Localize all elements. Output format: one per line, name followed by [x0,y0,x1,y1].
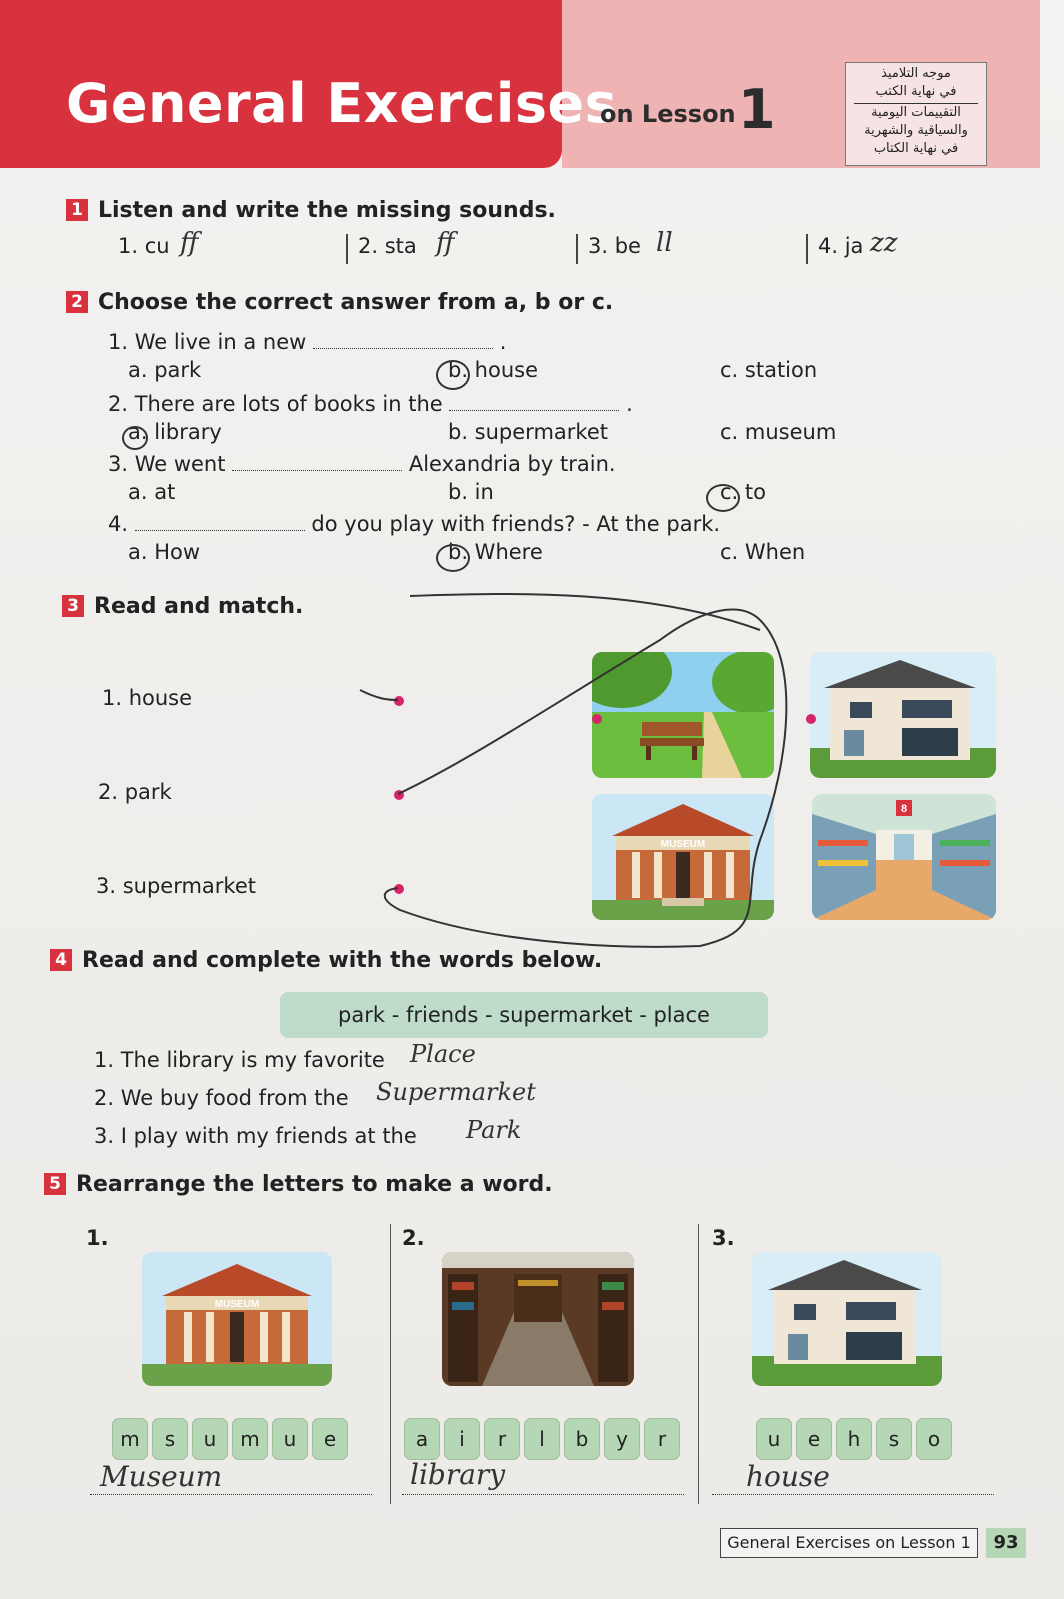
footer-label: General Exercises on Lesson 1 [720,1528,978,1558]
ex2-title: Choose the correct answer from a, b or c. [98,290,614,315]
ex2-q1-option-b[interactable]: b. house [448,358,539,382]
ex1-badge: 1 [66,199,88,221]
letter-tile[interactable]: i [444,1418,480,1460]
ex2-q4-option-a[interactable]: a. How [128,540,201,564]
letter-tile[interactable]: y [604,1418,640,1460]
ex2-q4-option-b[interactable]: b. Where [448,540,543,564]
header-box-line: والسياقية والشهرية [864,123,968,138]
ex1-answer-2[interactable]: ff [436,228,455,258]
ex4-answer-3[interactable]: Park [466,1116,522,1144]
ex4-sentence-3: 3. I play with my friends at the [94,1124,417,1148]
lesson-number: 1 [738,78,776,141]
ex3-badge: 3 [62,595,84,617]
ex4-title: Read and complete with the words below. [82,948,603,973]
ex2-q4-end: do you play with friends? - At the park. [311,512,721,536]
ex5-group-3-label: 3. [712,1226,735,1250]
letter-tile[interactable]: l [524,1418,560,1460]
museum-sign: MUSEUM [214,1299,260,1310]
ex1-item-2: 2. sta [358,234,417,258]
letter-tile[interactable]: r [484,1418,520,1460]
ex2-q3-option-a[interactable]: a. at [128,480,176,504]
letter-tile[interactable]: m [112,1418,148,1460]
ex5-answer-3[interactable]: house [746,1460,830,1493]
ex2-q1-stem: 1. We live in a new [108,330,307,354]
column-divider [698,1224,699,1504]
library-picture [442,1252,634,1386]
ex2-q2-end: . [626,392,633,416]
letter-tile[interactable]: u [272,1418,308,1460]
ex5-answer-1[interactable]: Museum [100,1460,223,1493]
ex2-q4-stem: 4. [108,512,129,536]
ex1-item-3: 3. be [588,234,641,258]
page-number: 93 [986,1528,1026,1558]
ex1-item-1: 1. cu [118,234,170,258]
letter-tile[interactable]: s [876,1418,912,1460]
page-title: General Exercises [66,72,618,135]
ex4-sentence-1: 1. The library is my favorite [94,1048,385,1072]
ex2-q2-stem: 2. There are lots of books in the [108,392,443,416]
ex2-q3-stem: 3. We went [108,452,226,476]
letter-tile[interactable]: o [916,1418,952,1460]
ex2-q3-end: Alexandria by train. [408,452,616,476]
ex2-q3-option-c[interactable]: c. to [720,480,766,504]
ex1-answer-3[interactable]: ll [656,228,673,258]
match-word-supermarket: 3. supermarket [96,874,257,898]
match-word-park: 2. park [98,780,172,804]
ex5-answer-2[interactable]: library [410,1458,506,1491]
answer-line [402,1494,684,1495]
match-word-house: 1. house [102,686,193,710]
ex1-answer-4[interactable]: zz [870,228,898,258]
ex1-title: Listen and write the missing sounds. [98,198,556,223]
ex1-answer-1[interactable]: ff [180,228,199,258]
ex1-item-4: 4. ja [818,234,864,258]
header-box-line: في نهاية الكتب [875,84,957,99]
header-box-line: موجه التلاميذ [881,66,951,81]
answer-line [90,1494,372,1495]
letter-tile[interactable]: e [312,1418,348,1460]
ex2-q1-option-c[interactable]: c. station [720,358,818,382]
ex4-answer-1[interactable]: Place [410,1040,476,1068]
header-box-line: في نهاية الكتاب [873,141,959,156]
letter-tile[interactable]: h [836,1418,872,1460]
aisle-sign: 8 [900,803,908,815]
ex3-title: Read and match. [94,594,304,619]
ex4-badge: 4 [50,949,72,971]
letter-tile[interactable]: e [796,1418,832,1460]
letter-tile[interactable]: u [192,1418,228,1460]
ex2-q3-option-b[interactable]: b. in [448,480,494,504]
ex2-badge: 2 [66,291,88,313]
museum-sign: MUSEUM [660,839,706,850]
ex2-q4-option-c[interactable]: c. When [720,540,806,564]
ex4-answer-2[interactable]: Supermarket [376,1078,536,1106]
ex2-q1-end: . [499,330,507,354]
letter-tile[interactable]: r [644,1418,680,1460]
ex2-q1-option-a[interactable]: a. park [128,358,202,382]
letter-tile[interactable]: u [756,1418,792,1460]
page-subtitle: on Lesson [600,100,736,128]
letter-tile[interactable]: s [152,1418,188,1460]
ex5-badge: 5 [44,1173,66,1195]
ex2-q2-option-b[interactable]: b. supermarket [448,420,608,444]
ex2-q2-option-c[interactable]: c. museum [720,420,837,444]
ex4-sentence-2: 2. We buy food from the [94,1086,349,1110]
letter-tile[interactable]: a [404,1418,440,1460]
answer-line [712,1494,994,1495]
ex5-group-1-label: 1. [86,1226,109,1250]
ex5-group-2-label: 2. [402,1226,425,1250]
letter-tile[interactable]: m [232,1418,268,1460]
ex4-heading [50,948,602,973]
ex5-title: Rearrange the letters to make a word. [76,1172,553,1197]
house-picture-2 [752,1252,942,1386]
word-bank: park - friends - supermarket - place [280,992,768,1038]
letter-tile[interactable]: b [564,1418,600,1460]
header-box-line: التقييمات اليومية [854,103,978,122]
ex5-heading [44,1172,553,1197]
museum-picture-2 [142,1252,332,1386]
column-divider [390,1224,391,1504]
ex2-q2-option-a[interactable]: a. library [128,420,222,444]
